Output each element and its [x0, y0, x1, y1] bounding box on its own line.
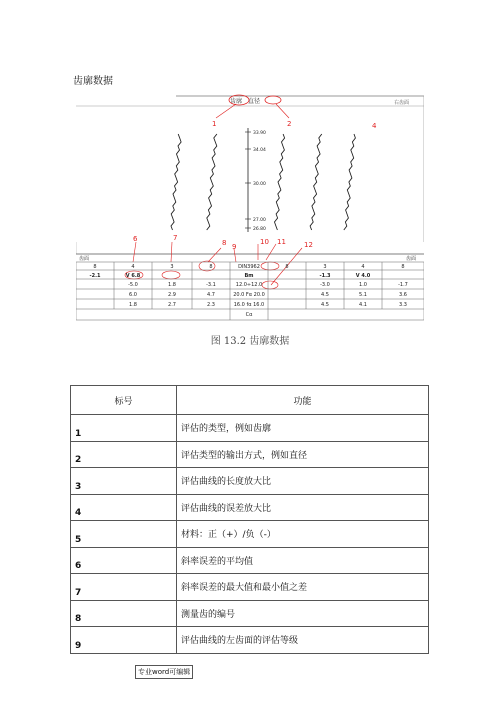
callout-number: 10	[260, 238, 269, 246]
row-number: 4	[71, 494, 177, 521]
row-function: 材料：正（+）/负（-）	[177, 521, 429, 548]
grid-cell-row1: DIN3962	[238, 264, 260, 270]
profile-trace	[275, 134, 285, 230]
axis-tick-label: 30.00	[253, 182, 266, 187]
grid-cell-row1: 3	[323, 264, 327, 270]
grid-cell-data: 12.0÷12.0	[235, 282, 263, 288]
grid-cell-row1: 4	[361, 264, 365, 270]
row-function: 评估曲线的左齿面的评估等级	[177, 627, 429, 654]
grid-cell-data: 1.8	[168, 282, 176, 288]
grid-cell-data: 4.5	[321, 292, 329, 298]
table-row	[71, 627, 429, 654]
grid-cell-data: 5.1	[359, 292, 367, 298]
grid-cell-row1: 8	[285, 264, 289, 270]
table-row	[71, 468, 429, 495]
grid-cell-row2: -1.3	[319, 273, 331, 279]
profile-trace	[171, 134, 181, 230]
row-function: 评估类型的输出方式，例如直径	[177, 441, 429, 468]
table-row	[71, 547, 429, 574]
figure-caption: 图 13.2 齿廓数据	[210, 336, 290, 347]
axis-tick-label: 27.00	[253, 218, 266, 223]
grid-cell-data: 20.0 Fα 20.0	[233, 292, 265, 298]
footer-label: 专业word可编辑	[135, 665, 193, 679]
table-row	[71, 494, 429, 521]
row-function: 斜率误差的最大值和最小值之差	[177, 574, 429, 601]
row-function: 评估曲线的长度放大比	[177, 468, 429, 495]
row-function: 评估曲线的误差放大比	[177, 494, 429, 521]
profile-trace	[310, 134, 322, 230]
grid-cell-last: Cα	[245, 312, 253, 318]
grid-cell-row2: -2.1	[89, 273, 101, 279]
callout-number: 1	[212, 120, 217, 128]
table-row	[71, 521, 429, 548]
profile-trace	[344, 134, 356, 230]
callout-number: 12	[304, 241, 313, 249]
grid-cell-data: 3.3	[399, 302, 407, 308]
row-function: 斜率误差的平均值	[177, 547, 429, 574]
profile-trace	[207, 134, 217, 230]
grid-cell-row1: 8	[401, 264, 405, 270]
callout-number: 9	[232, 243, 237, 251]
callout-number: 8	[222, 239, 227, 247]
figure-header-middle: 直径	[248, 98, 261, 105]
row-number: 1	[71, 415, 177, 442]
row-function: 测量齿的编号	[177, 600, 429, 627]
figure-bottom-right: 齿面	[406, 256, 417, 262]
grid-cell-row2: V 6.8	[125, 273, 141, 279]
figure-header-right: 右齿面	[394, 100, 410, 106]
grid-cell-data: 2.3	[207, 302, 215, 308]
callout-number: 2	[287, 120, 292, 128]
axis-tick-label: 26.80	[253, 227, 266, 232]
grid-cell-data: -5.0	[128, 282, 138, 288]
table-row	[71, 574, 429, 601]
callout-number: 11	[277, 238, 286, 246]
header-function: 功能	[177, 386, 429, 415]
grid-cell-data: 6.0	[129, 292, 137, 298]
axis-tick-label: 33.90	[253, 131, 266, 136]
row-number: 5	[71, 521, 177, 548]
grid-cell-data: 2.7	[168, 302, 176, 308]
figure-bottom-left: 齿面	[79, 256, 90, 262]
table-row	[71, 600, 429, 627]
profile-figure	[76, 92, 424, 322]
grid-cell-data: -1.7	[398, 282, 408, 288]
figure-data-grid	[90, 264, 408, 318]
grid-cell-row1: 8	[93, 264, 97, 270]
grid-cell-row1: 3	[170, 264, 174, 270]
table-row	[71, 415, 429, 442]
row-number: 9	[71, 627, 177, 654]
section-title: 齿廓数据	[73, 76, 113, 87]
grid-cell-row1: 4	[131, 264, 135, 270]
row-number: 8	[71, 600, 177, 627]
grid-cell-data: -3.0	[320, 282, 330, 288]
grid-cell-row2: V 4.0	[355, 273, 371, 279]
header-number: 标号	[71, 386, 177, 415]
grid-cell-data: 1.0	[359, 282, 367, 288]
grid-cell-data: 4.7	[207, 292, 215, 298]
row-number: 2	[71, 441, 177, 468]
grid-cell-row1: 8	[209, 264, 213, 270]
grid-cell-data: 2.9	[168, 292, 176, 298]
function-table	[70, 385, 429, 654]
grid-cell-data: -3.1	[206, 282, 216, 288]
axis-tick-label: 34.04	[253, 148, 266, 153]
row-number: 3	[71, 468, 177, 495]
row-number: 6	[71, 547, 177, 574]
row-function: 评估的类型，例如齿廓	[177, 415, 429, 442]
callout-number: 6	[133, 235, 138, 243]
figure-header-left: 齿廓	[230, 98, 243, 105]
grid-cell-data: 4.1	[359, 302, 367, 308]
grid-cell-data: 16.0 fα 16.0	[233, 302, 265, 308]
callout-number: 7	[173, 234, 178, 242]
row-number: 7	[71, 574, 177, 601]
grid-cell-data: 4.5	[321, 302, 329, 308]
grid-cell-row2: Bm	[244, 273, 254, 279]
grid-cell-data: 1.8	[129, 302, 137, 308]
grid-cell-data: 3.6	[399, 292, 407, 298]
callout-number: 4	[372, 122, 377, 130]
table-row	[71, 441, 429, 468]
